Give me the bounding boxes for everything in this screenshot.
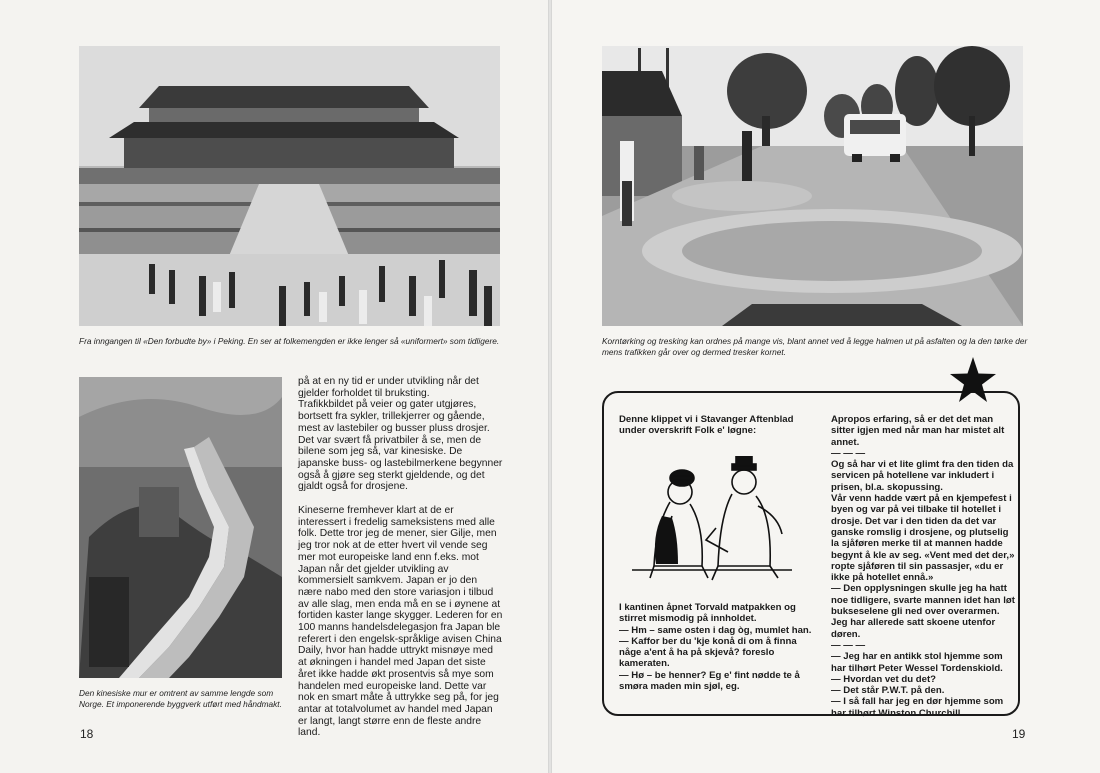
box-intro (619, 414, 819, 437)
caption-great-wall: Den kinesiske mur er omtrent av samme lengde som Norge. Et imponerende byggverk utført med håndmakt. (79, 688, 282, 709)
box-paragraph: — Hm – same osten i dag òg, mumlet han. (619, 624, 812, 636)
box-paragraph: — I så fall har jeg en dør hjemme som har tilhørt Winston Churchill. (831, 696, 1004, 719)
page-number-left: 18 (80, 727, 94, 741)
box-paragraph: — Det står P.W.T. på den. (831, 685, 945, 697)
box-paragraph: — Den opplysningen skulle jeg ha hatt noe tidligere, svarte mannen idet han løt bukseselene gli ned over overarmen. Jeg har allerede satt skoene utenfor døren. (831, 583, 1015, 640)
box-left-column (619, 602, 819, 692)
cartoon-two-men-icon (632, 456, 792, 586)
box-separator: — — — (831, 639, 866, 651)
page-number-right: 19 (1012, 727, 1026, 741)
star-icon (950, 357, 996, 403)
box-paragraph: — Kaffor ber du 'kje konå di om å finna någe a'ent å ha på skjevå? foreslo kameraten. (619, 635, 797, 670)
box-paragraph: — Hvordan vet du det? (831, 673, 937, 685)
box-paragraph: Vår venn hadde vært på en kjempefest i byen og var på vei tilbake til hotellet i drosje. Det var i den tiden da det var ganske romslig i drosjene, og plutselig la sjåføren merke til at mannen hadde begynt å kle av seg. «Vent med det der,» ropte sjåføren til sin passasjer, «du er ikke på hotellet ennå.» (831, 493, 1015, 584)
page-gutter (548, 0, 552, 773)
article-column-left (298, 376, 504, 750)
caption-forbidden-city: Fra inngangen til «Den forbudte by» i Peking. En ser at folkemengden er ikke lenger så «uniformert» som tidligere. (79, 336, 500, 346)
box-right-column (831, 414, 1015, 719)
great-wall-photo (79, 377, 282, 678)
box-paragraph: Apropos erfaring, så er det det man sitter igjen med når man har mistet alt annet. (831, 414, 1005, 448)
article-paragraph: Trafikkbildet på veier og gater utgjøres, bortsett fra sykler, trillekjerrer og gående, mest av lastebiler og busser pluss drosjer. Det var svært få privatbiler å se, men de bilene som jeg så, var kinesiske. De japanske buss- og lastebilmerkene begynner også å gjøre seg sterkt gjeldende, og det gjaldt også for drosjene. (298, 399, 503, 493)
box-intro-text: Denne klippet vi i Stavanger Aftenblad under overskrift Folk e' løgne: (619, 414, 794, 437)
forbidden-city-photo (79, 46, 500, 326)
article-paragraph: på at en ny tid er under utvikling når det gjelder forholdet til bruksting. (298, 376, 479, 399)
box-paragraph: Og så har vi et lite glimt fra den tiden da servicen på hotellene var inkludert i prisen, bl.a. skopussing. (831, 459, 1014, 493)
road-threshing-photo (602, 46, 1023, 326)
box-paragraph: I kantinen åpnet Torvald matpakken og stirret mismodig på innholdet. (619, 602, 796, 625)
box-paragraph: — Jeg har en antikk stol hjemme som har tilhørt Peter Wessel Tordenskiold. (831, 651, 1003, 674)
box-paragraph: — Hø – be henner? Eg e' fint nødde te å smøra maden min sjøl, eg. (619, 669, 800, 693)
article-paragraph: Kineserne fremhever klart at de er interessert i fredelig sameksistens med alle folk. Dette tror jeg de mener, sier Gilje, men jeg tror nok at de etter hvert vil vende seg mer mot europeiske land enn f.eks. mot Japan når det gjelder utvikling av kommersielt samkvem. Japan er jo den nære nabo med den store variasjon i tilbud av alle slag, men enda må en se i øynene at fortiden kaster lange skygger. Lederen for en 100 manns handelsdelegasjon fra Japan ble referert i den engelsk-språklige avisen China Daily, hvor han hadde uttrykt misnøye med at økningen i handel med Japan det siste året ikke hadde økt prosentvis så mye som handelen med europeiske land. Dette var nok en smart måte å uttrykke seg på, for jeg antar at totalvolumet av handel med Japan er langt, langt større enn de fleste andre land. (298, 505, 503, 739)
caption-road-threshing: Korntørking og tresking kan ordnes på mange vis, blant annet ved å legge halmen ut på asfalten og la den tørke der mens trafikken går over og dermed tresker kornet. (602, 336, 1028, 357)
box-separator: — — — (831, 447, 866, 459)
